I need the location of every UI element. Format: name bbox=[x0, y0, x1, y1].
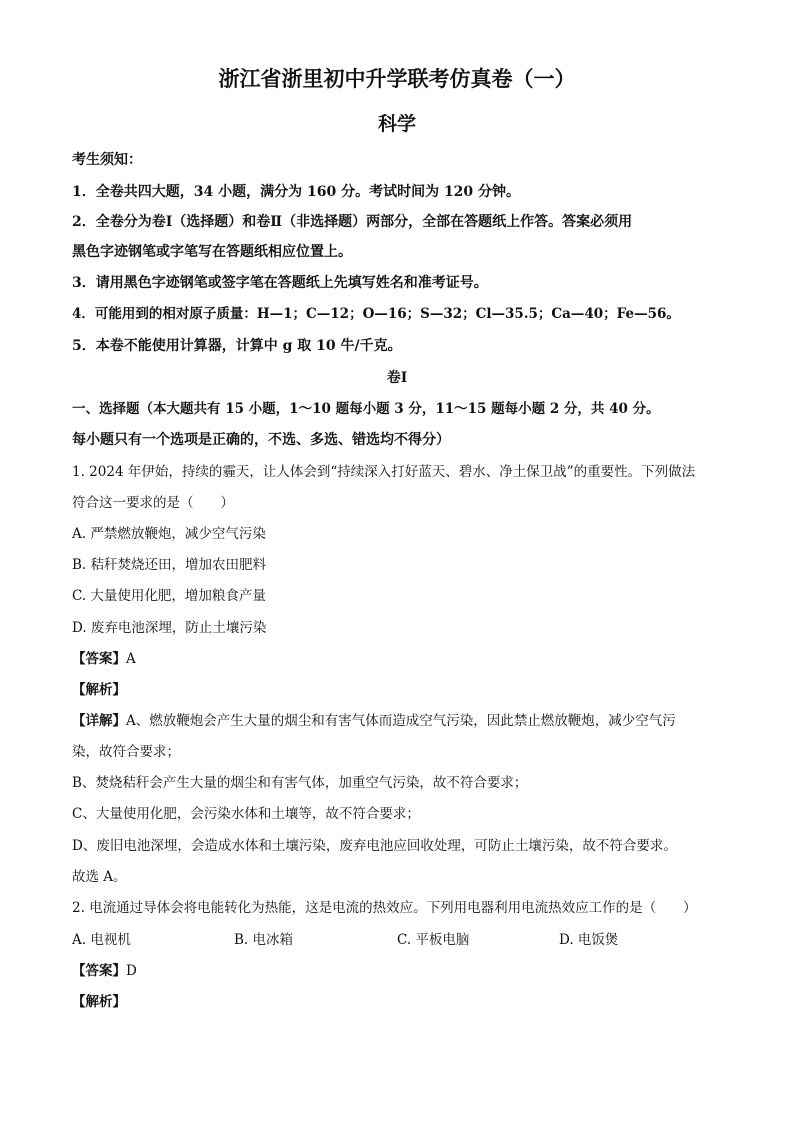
q2-option-a: A. 电视机 bbox=[72, 932, 131, 948]
q2-answer-tag: 【答案】 bbox=[72, 963, 126, 979]
q1-stem-line1: 1. 2024 年伊始，持续的霾天，让人体会到“持续深入打好蓝天、碧水、净土保卫战”的重要性。下列做法 bbox=[72, 464, 696, 480]
notice-item-1: 1．全卷共四大题，34 小题，满分为 160 分。考试时间为 120 分钟。 bbox=[72, 184, 521, 200]
q1-conclusion: 故选 A。 bbox=[72, 869, 127, 885]
notice-item-4: 4．可能用到的相对原子质量：H—1；C—12；O—16；S—32；Cl—35.5；Ca—40；Fe—56。 bbox=[72, 306, 680, 322]
q1-detail-d: D、废旧电池深埋，会造成水体和土壤污染，废弃电池应回收处理，可防止土壤污染，故不符合要求。 bbox=[72, 838, 677, 854]
exam-title: 浙江省浙里初中升学联考仿真卷（一） bbox=[218, 66, 576, 91]
notice-item-5: 5．本卷不能使用计算器，计算中 g 取 10 牛/千克。 bbox=[72, 338, 402, 354]
notice-heading: 考生须知： bbox=[72, 152, 142, 168]
q1-detail-line1 bbox=[72, 711, 676, 731]
notice-item-2: 2．全卷分为卷Ⅰ（选择题）和卷Ⅱ（非选择题）两部分，全部在答题纸上作答。答案必须用 bbox=[72, 214, 633, 230]
notice-item-3: 3．请用黑色字迹钢笔或签字笔在答题纸上先填写姓名和准考证号。 bbox=[72, 275, 488, 291]
q1-analysis-tag: 【解析】 bbox=[72, 682, 126, 698]
q2-option-b: B. 电冰箱 bbox=[234, 932, 294, 948]
q2-answer bbox=[72, 961, 137, 981]
q1-answer-value: A bbox=[126, 651, 136, 667]
q2-analysis-tag: 【解析】 bbox=[72, 994, 126, 1010]
q1-answer bbox=[72, 649, 136, 669]
q1-detail-b: B、焚烧秸秆会产生大量的烟尘和有害气体，加重空气污染，故不符合要求； bbox=[72, 775, 528, 791]
q1-answer-tag: 【答案】 bbox=[72, 651, 126, 667]
q2-option-d: D. 电饭煲 bbox=[559, 932, 619, 948]
volume-label: 卷Ⅰ bbox=[386, 370, 408, 386]
q2-option-c: C. 平板电脑 bbox=[397, 932, 470, 948]
q1-option-c: C. 大量使用化肥，增加粮食产量 bbox=[72, 588, 266, 604]
q1-option-b: B. 秸秆焚烧还田，增加农田肥料 bbox=[72, 557, 267, 573]
section-heading-line1: 一、选择题（本大题共有 15 小题，1～10 题每小题 3 分，11～15 题每小题 2 分，共 40 分。 bbox=[72, 401, 660, 417]
q1-option-a: A. 严禁燃放鞭炮，减少空气污染 bbox=[72, 526, 266, 542]
q1-detail-tag: 【详解】 bbox=[72, 713, 126, 729]
q2-options-row bbox=[72, 930, 722, 950]
subject-title: 科学 bbox=[377, 113, 416, 135]
q1-detail-c: C、大量使用化肥，会污染水体和土壤等，故不符合要求； bbox=[72, 806, 420, 822]
q2-answer-value: D bbox=[126, 963, 137, 979]
q2-stem: 2. 电流通过导体会将电能转化为热能，这是电流的热效应。下列用电器利用电流热效应工作的是（ ） bbox=[72, 900, 697, 916]
q1-stem-line2: 符合这一要求的是（ ） bbox=[72, 495, 234, 511]
q1-option-d: D. 废弃电池深埋，防止土壤污染 bbox=[72, 620, 267, 636]
q1-detail-text: A、燃放鞭炮会产生大量的烟尘和有害气体而造成空气污染，因此禁止燃放鞭炮，减少空气污 bbox=[126, 713, 676, 729]
q1-detail-line2: 染，故符合要求； bbox=[72, 744, 180, 760]
notice-item-2-cont: 黑色字迹钢笔或字笔写在答题纸相应位置上。 bbox=[72, 244, 352, 260]
section-heading-line2: 每小题只有一个选项是正确的，不选、多选、错选均不得分） bbox=[72, 432, 450, 448]
